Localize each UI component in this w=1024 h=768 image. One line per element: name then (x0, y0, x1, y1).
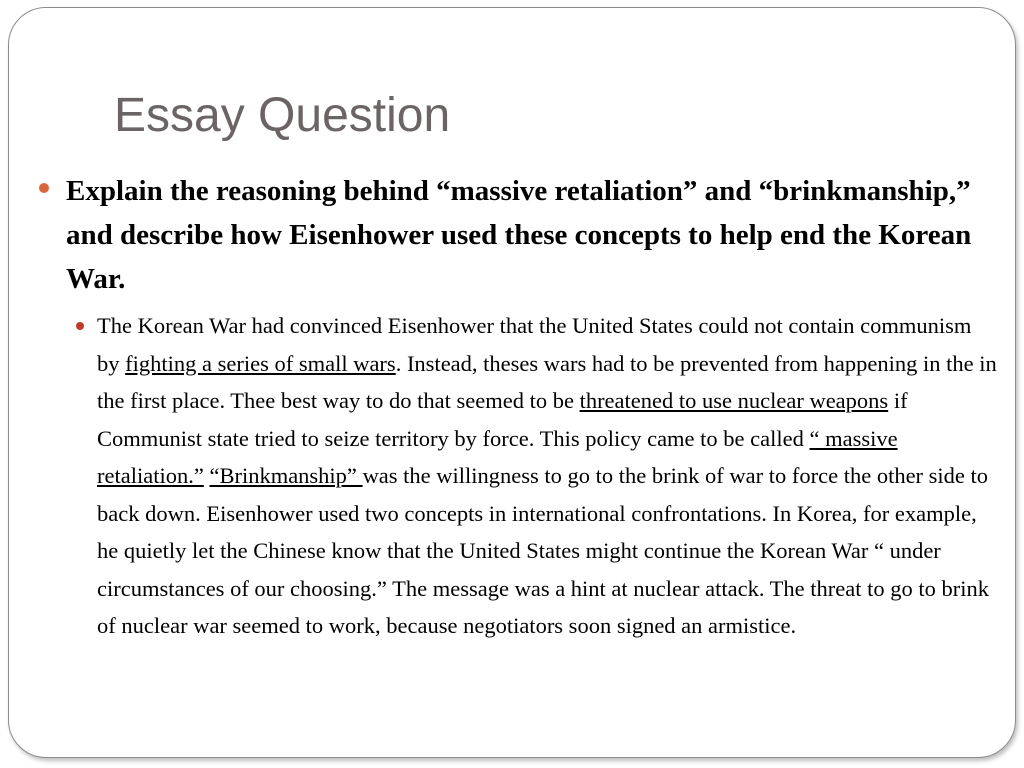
slide-title: Essay Question (114, 89, 451, 142)
underlined-phrase: “ massive retaliation.” (97, 425, 898, 488)
text-run: if Communist state tried to seize territory by force. This policy came to be called (97, 388, 908, 451)
sub-bullet-paragraph (97, 307, 997, 645)
underlined-phrase: threatened to use nuclear weapons (579, 388, 889, 413)
underlined-phrase: “Brinkmanship” (209, 463, 363, 488)
text-run: The Korean War had convinced Eisenhower that the United States could not contain communism by (97, 313, 972, 376)
bullet-dot-icon (39, 183, 49, 193)
underlined-phrase: fighting a series of small wars (125, 350, 396, 376)
main-bullet-text: Explain the reasoning behind “massive retaliation” and “brinkmanship,” and describe how Eisenhower used these concepts to help end the Korean War. (66, 175, 972, 295)
text-run: was the willingness to go to the brink of war to force the other side to back down. Eisenhower used two concepts in international confrontations. In Korea, for example, he quietly let the Chinese know that the United States might continue the Korean War “ under circumstances of our choosing.” The message was a hint at nuclear attack. The threat to go to brink of nuclear war seemed to work, because negotiators soon signed an armistice. (97, 463, 990, 638)
sub-bullet-dot-icon (76, 322, 84, 330)
text-run: . Instead, theses wars had to be prevented from happening in the in the first place. Thee best way to do that seemed to be (97, 350, 997, 413)
